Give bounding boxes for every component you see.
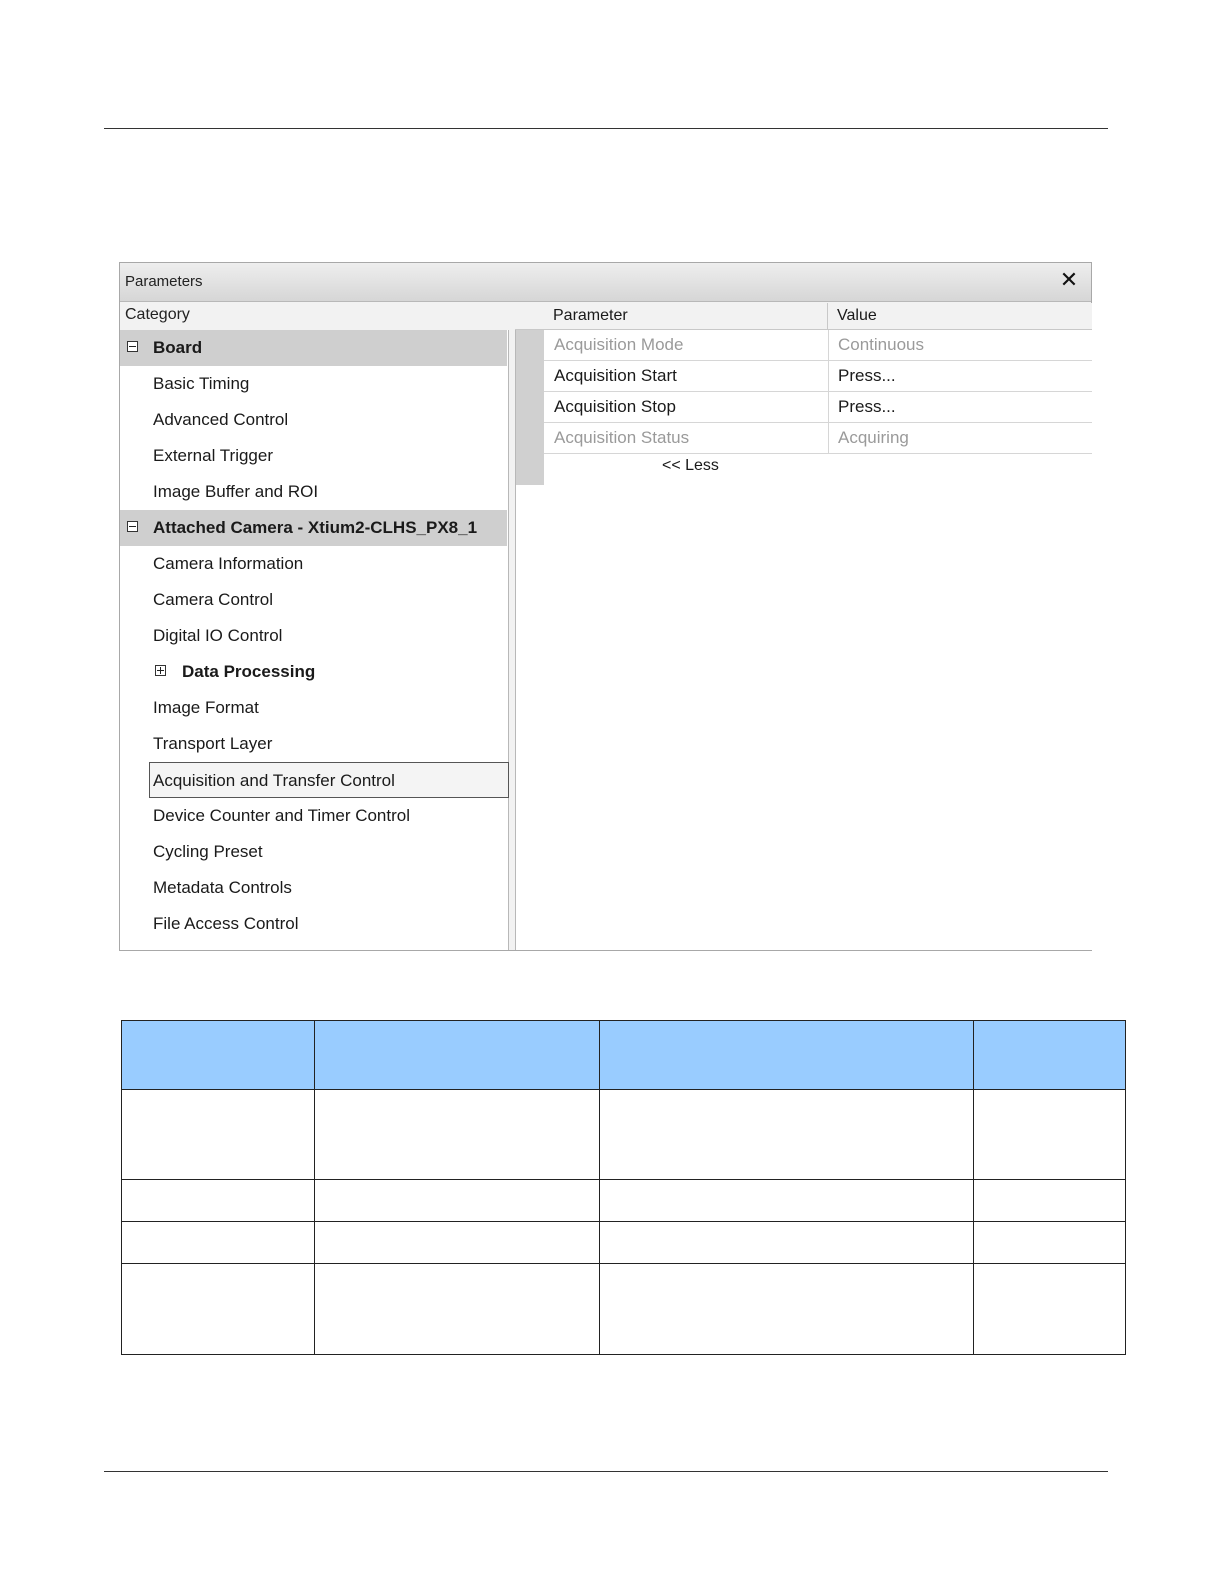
tree-item-basic-timing[interactable] [120,366,507,402]
tree-group-attached-camera[interactable] [120,510,507,546]
table-header-cell [974,1021,1126,1090]
parameter-value: Continuous [838,335,925,354]
table-cell [974,1222,1126,1264]
less-button[interactable]: << Less [662,457,719,474]
tree-item-label: External Trigger [153,446,273,465]
table-cell [315,1264,600,1355]
tree-group-label: Attached Camera - Xtium2-CLHS_PX8_1 [153,518,478,537]
table-cell [974,1090,1126,1180]
tree-item-label: Basic Timing [153,374,250,393]
parameter-name: Acquisition Mode [554,335,684,354]
tree-item-transport-layer[interactable] [120,726,507,762]
tree-item-label: Metadata Controls [153,878,292,897]
acquisition-start-button[interactable]: Press... [838,366,896,385]
tree-item-advanced-control[interactable] [120,402,507,438]
tree-item-label: File Access Control [153,914,299,933]
table-header-cell [122,1021,315,1090]
table-cell [315,1222,600,1264]
tree-item-acquisition-transfer-control[interactable] [149,762,509,798]
tree-group-data-processing[interactable] [120,654,507,690]
blank-table [121,1020,1126,1355]
tree-group-label: Data Processing [182,662,316,681]
parameter-name: Acquisition Stop [554,397,676,416]
category-header: Category [125,306,190,323]
column-header-parameter[interactable]: Parameter [553,307,628,324]
table-cell [315,1180,600,1222]
tree-item-camera-information[interactable] [120,546,507,582]
tree-item-metadata-controls[interactable] [120,870,507,906]
table-cell [122,1180,315,1222]
tree-item-label: Camera Control [153,590,273,609]
tree-item-label: Acquisition and Transfer Control [153,771,395,790]
parameter-grid [515,330,1092,950]
table-header-row [122,1021,1126,1090]
collapse-icon[interactable] [127,341,138,352]
tree-item-cycling-preset[interactable] [120,834,507,870]
table-cell [974,1264,1126,1355]
cell-divider [828,392,829,422]
table-cell [315,1090,600,1180]
tree-group-label: Board [153,338,203,357]
acquisition-stop-button[interactable]: Press... [838,397,896,416]
grid-row-acquisition-mode [544,330,1092,361]
tree-item-external-trigger[interactable] [120,438,507,474]
table-cell [600,1180,974,1222]
table-cell [600,1090,974,1180]
table-cell [122,1090,315,1180]
collapse-icon[interactable] [127,521,138,532]
cell-divider [828,361,829,391]
tree-item-label: Advanced Control [153,410,289,429]
cell-divider [828,423,829,453]
parameter-value: Acquiring [838,428,909,447]
row-gutter [516,330,544,485]
table-cell [122,1264,315,1355]
tree-item-image-buffer-roi[interactable] [120,474,507,510]
table-row [122,1180,1126,1222]
parameter-name: Acquisition Start [554,366,677,385]
table-header-cell [315,1021,600,1090]
category-tree [120,330,509,950]
parameter-name: Acquisition Status [554,428,690,447]
parameters-window [119,262,1092,951]
grid-header [515,303,1092,330]
grid-row-acquisition-start[interactable] [544,361,1092,392]
tree-item-digital-io-control[interactable] [120,618,507,654]
table-row [122,1264,1126,1355]
table-cell [600,1264,974,1355]
tree-item-label: Image Format [153,698,259,717]
close-icon[interactable]: ✕ [1059,268,1079,293]
grid-row-acquisition-stop[interactable] [544,392,1092,423]
tree-item-file-access-control[interactable] [120,906,507,942]
tree-item-label: Image Buffer and ROI [153,482,319,501]
tree-item-label: Camera Information [153,554,304,573]
tree-item-label: Device Counter and Timer Control [153,806,411,825]
tree-item-image-format[interactable] [120,690,507,726]
table-cell [600,1222,974,1264]
window-title: Parameters [125,273,203,290]
tree-item-label: Transport Layer [153,734,273,753]
grid-row-acquisition-status [544,423,1092,454]
header-rule [104,128,1108,129]
cell-divider [828,330,829,360]
window-titlebar [120,263,1091,302]
table-cell [122,1222,315,1264]
tree-group-board[interactable] [120,330,507,366]
tree-item-label: Cycling Preset [153,842,263,861]
column-header-value[interactable]: Value [837,307,877,324]
expand-icon[interactable] [155,665,166,676]
column-divider[interactable] [827,303,828,330]
table-cell [974,1180,1126,1222]
tree-item-camera-control[interactable] [120,582,507,618]
table-row [122,1222,1126,1264]
footer-rule [104,1471,1108,1472]
tree-item-label: Digital IO Control [153,626,283,645]
table-row [122,1090,1126,1180]
table-header-cell [600,1021,974,1090]
tree-item-device-counter-timer[interactable] [120,798,507,834]
